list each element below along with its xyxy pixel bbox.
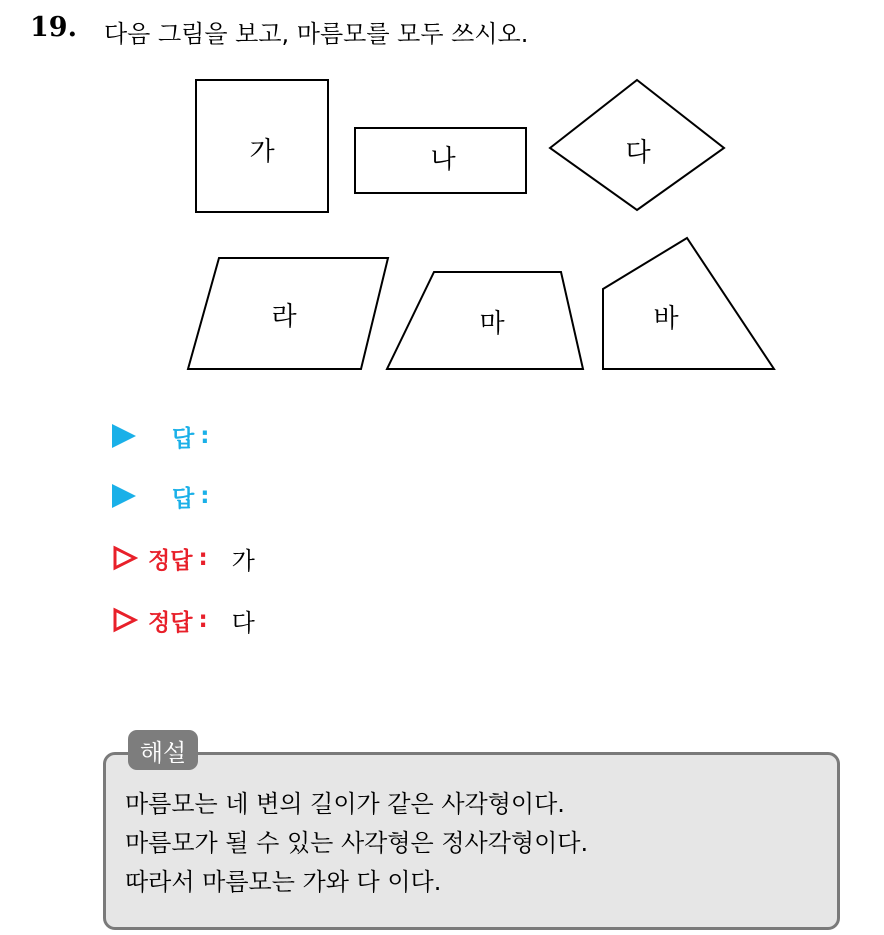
correct-answer-label: 정답 [148, 547, 193, 574]
shape-ba [603, 238, 774, 369]
correct-answer-colon: : [198, 545, 208, 571]
correct-answer-value: 가 [231, 546, 255, 575]
triangle-marker-icon [112, 424, 136, 448]
explanation-line: 마름모가 될 수 있는 사각형은 정사각형이다. [125, 829, 589, 857]
answer-row-2 [112, 479, 209, 513]
shape-label-da: 다 [625, 138, 651, 168]
question-number: 19. [30, 12, 77, 43]
correct-answer-label: 정답 [148, 609, 193, 636]
explanation-line: 마름모는 네 변의 길이가 같은 사각형이다. [125, 790, 565, 818]
answer-label: 답 [172, 485, 195, 512]
question-text: 다음 그림을 보고, 마름모를 모두 쓰시오. [104, 20, 529, 48]
triangle-outline-icon [112, 607, 138, 633]
triangle-marker-icon [112, 484, 136, 508]
shape-label-ma: 마 [479, 309, 505, 339]
correct-answer-colon: : [198, 607, 208, 633]
correct-answer-value: 다 [231, 608, 255, 637]
shape-label-ba: 바 [653, 304, 679, 334]
answer-colon: : [200, 423, 210, 449]
explanation-text [125, 785, 588, 902]
answer-row-1 [112, 419, 209, 453]
correct-answer-row-2 [112, 603, 255, 637]
shape-label-na: 나 [430, 145, 456, 175]
triangle-outline-icon [112, 545, 138, 571]
shape-label-ra: 라 [271, 302, 297, 332]
shapes-figure [0, 0, 884, 400]
shape-label-ga: 가 [249, 137, 275, 167]
explanation-line: 따라서 마름모는 가와 다 이다. [125, 868, 442, 896]
correct-answer-row-1 [112, 541, 255, 575]
explanation-tag: 해설 [128, 730, 198, 770]
answer-label: 답 [172, 425, 195, 452]
answer-colon: : [200, 483, 210, 509]
